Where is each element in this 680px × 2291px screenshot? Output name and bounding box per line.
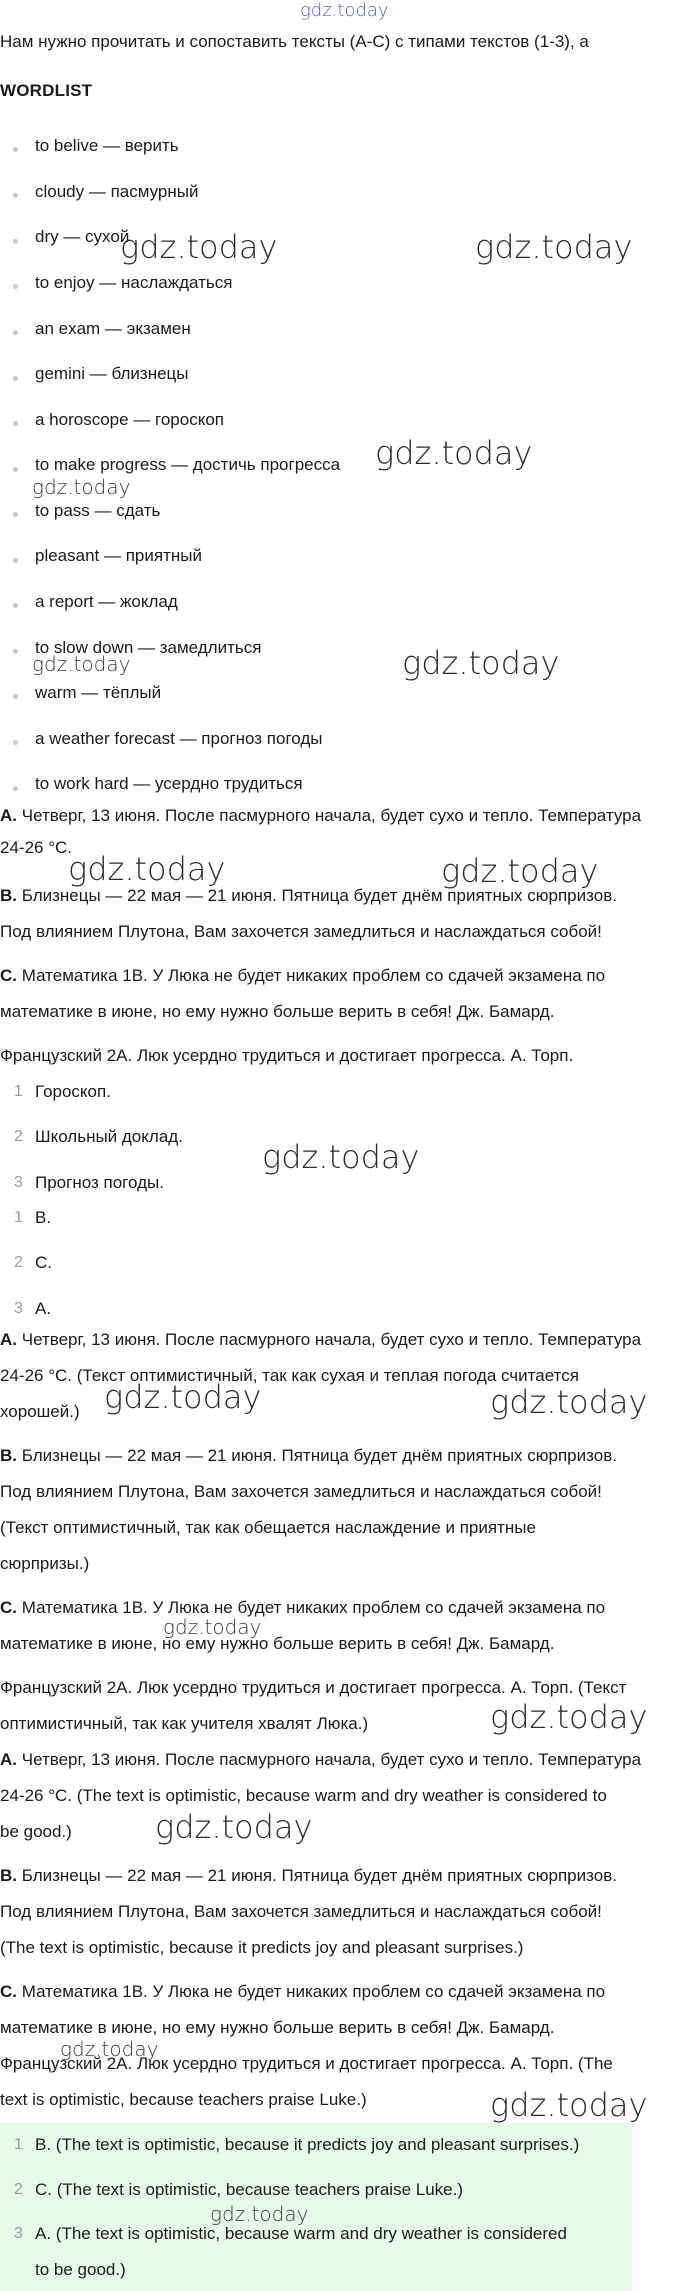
watermark: gdz.today xyxy=(475,228,633,266)
answer-item: B. (The text is optimistic, because it predicts joy and pleasant surprises.) xyxy=(35,2135,580,2154)
text-line: сюрпризы.) xyxy=(0,1554,90,1573)
text-line: оптимистичный, так как учителя хвалят Люка.) xyxy=(0,1714,369,1733)
watermark: gdz.today xyxy=(262,1138,420,1176)
text-c-line: Математика 1B. У Люка не будет никаких проблем со сдачей экзамена по xyxy=(21,966,606,985)
text-line: математике в июне, но ему нужно больше верить в себя! Дж. Бамард. xyxy=(0,1634,555,1653)
list-item: Гороскоп. xyxy=(35,1082,111,1101)
wordlist-item: a weather forecast — прогноз погоды xyxy=(35,729,323,748)
list-item: B. xyxy=(35,1208,52,1227)
text-line: Четверг, 13 июня. После пасмурного начала, будет сухо и тепло. Температура xyxy=(21,1750,642,1769)
text-line: (Текст оптимистичный, так как обещается наслаждение и приятные xyxy=(0,1518,536,1537)
bullet-icon xyxy=(13,421,18,426)
bullet-icon xyxy=(13,694,18,699)
bullet-icon xyxy=(13,193,18,198)
letter-b: B. xyxy=(0,886,17,905)
watermark-top: gdz.today xyxy=(300,0,389,21)
letter-b: B. xyxy=(0,1866,17,1885)
text-line: Математика 1B. У Люка не будет никаких проблем со сдачей экзамена по xyxy=(21,1982,606,2001)
list-number: 1 xyxy=(14,2136,23,2153)
list-number: 1 xyxy=(14,1083,23,1100)
text-line: Близнецы — 22 мая — 21 июня. Пятница будет днём приятных сюрпризов. xyxy=(21,1866,617,1885)
letter-a: A. xyxy=(0,806,17,825)
bullet-icon xyxy=(13,558,18,563)
intro-text: Нам нужно прочитать и сопоставить тексты (А-С) с типами текстов (1-3), а xyxy=(0,32,589,51)
text-line: Под влиянием Плутона, Вам захочется замедлиться и наслаждаться собой! xyxy=(0,1902,602,1921)
list-number: 2 xyxy=(14,2181,23,2198)
text-c-line: математике в июне, но ему нужно больше верить в себя! Дж. Бамард. xyxy=(0,1002,555,1021)
bullet-icon xyxy=(13,239,18,244)
watermark: gdz.today xyxy=(155,1808,313,1846)
text-line: text is optimistic, because teachers praise Luke.) xyxy=(0,2090,367,2109)
list-item: Прогноз погоды. xyxy=(35,1173,164,1192)
text-line: Близнецы — 22 мая — 21 июня. Пятница будет днём приятных сюрпризов. xyxy=(21,1446,617,1465)
bullet-icon xyxy=(13,603,18,608)
bullet-icon xyxy=(13,512,18,517)
watermark: gdz.today xyxy=(68,850,226,888)
text-line: Четверг, 13 июня. После пасмурного начала, будет сухо и тепло. Температура xyxy=(21,1330,642,1349)
watermark: gdz.today xyxy=(32,652,131,676)
wordlist-item: an exam — экзамен xyxy=(35,319,191,338)
bullet-icon xyxy=(13,649,18,654)
letter-a: A. xyxy=(0,1330,17,1349)
wordlist-item: to pass — сдать xyxy=(35,501,161,520)
wordlist-item: to enjoy — наслаждаться xyxy=(35,273,233,292)
answer-item: to be good.) xyxy=(35,2260,126,2279)
watermark: gdz.today xyxy=(60,2037,159,2061)
bullet-icon xyxy=(13,330,18,335)
wordlist-item: gemini — близнецы xyxy=(35,364,189,383)
answer-item: C. (The text is optimistic, because teachers praise Luke.) xyxy=(35,2180,464,2199)
list-number: 3 xyxy=(14,1300,23,1317)
text-b-line: Близнецы — 22 мая — 21 июня. Пятница будет днём приятных сюрпризов. xyxy=(21,886,617,905)
bullet-icon xyxy=(13,376,18,381)
list-item: C. xyxy=(35,1253,52,1272)
bullet-icon xyxy=(13,147,18,152)
wordlist-item: cloudy — пасмурный xyxy=(35,182,199,201)
text-line: (The text is optimistic, because it predicts joy and pleasant surprises.) xyxy=(0,1938,524,1957)
list-item: Школьный доклад. xyxy=(35,1127,183,1146)
letter-c: C. xyxy=(0,1598,17,1617)
watermark: gdz.today xyxy=(441,852,599,890)
text-b-line: Под влиянием Плутона, Вам захочется замедлиться и наслаждаться собой! xyxy=(0,922,602,941)
bullet-icon xyxy=(13,467,18,472)
watermark: gdz.today xyxy=(210,2202,309,2226)
wordlist-item: warm — тёплый xyxy=(35,683,162,702)
watermark: gdz.today xyxy=(490,1383,648,1421)
wordlist-item: a report — жоклад xyxy=(35,592,178,611)
wordlist-heading: WORDLIST xyxy=(0,81,93,100)
text-line: математике в июне, но ему нужно больше верить в себя! Дж. Бамард. xyxy=(0,2018,555,2037)
letter-b: B. xyxy=(0,1446,17,1465)
wordlist-item: to work hard — усердно трудиться xyxy=(35,774,303,793)
bullet-icon xyxy=(13,786,18,791)
wordlist-item: to slow down — замедлиться xyxy=(35,638,262,657)
text-line: Французский 2А. Люк усердно трудиться и достигает прогресса. А. Торп. (Текст xyxy=(0,1678,627,1697)
list-number: 1 xyxy=(14,1209,23,1226)
letter-a: A. xyxy=(0,1750,17,1769)
text-a-line: Четверг, 13 июня. После пасмурного начала, будет сухо и тепло. Температура xyxy=(21,806,642,825)
wordlist-item: pleasant — приятный xyxy=(35,546,202,565)
bullet-icon xyxy=(13,740,18,745)
watermark: gdz.today xyxy=(490,1698,648,1736)
list-number: 2 xyxy=(14,1128,23,1145)
answer-item: A. (The text is optimistic, because warm and dry weather is considered xyxy=(35,2224,567,2243)
bullet-icon xyxy=(13,284,18,289)
wordlist-item: a horoscope — гороскоп xyxy=(35,410,224,429)
list-number: 3 xyxy=(14,2225,23,2242)
list-item: A. xyxy=(35,1299,52,1318)
wordlist-item: to belive — верить xyxy=(35,136,179,155)
letter-c: C. xyxy=(0,966,17,985)
text-line: хорошей.) xyxy=(0,1402,80,1421)
watermark: gdz.today xyxy=(163,1615,262,1639)
watermark: gdz.today xyxy=(120,228,278,266)
wordlist-item: to make progress — достичь прогресса xyxy=(35,455,341,474)
list-number: 2 xyxy=(14,1254,23,1271)
text-a-line: 24-26 °С. xyxy=(0,838,73,857)
watermark: gdz.today xyxy=(490,2086,648,2124)
watermark: gdz.today xyxy=(104,1378,262,1416)
french-report: Французский 2А. Люк усердно трудиться и достигает прогресса. А. Торп. xyxy=(0,1046,574,1065)
text-line: be good.) xyxy=(0,1822,72,1841)
list-number: 3 xyxy=(14,1174,23,1191)
watermark: gdz.today xyxy=(402,644,560,682)
text-line: 24-26 °С. (Текст оптимистичный, так как сухая и теплая погода считается xyxy=(0,1366,579,1385)
text-line: 24-26 °С. (The text is optimistic, because warm and dry weather is considered to xyxy=(0,1786,607,1805)
watermark: gdz.today xyxy=(375,434,533,472)
letter-c: C. xyxy=(0,1982,17,2001)
text-line: Математика 1B. У Люка не будет никаких проблем со сдачей экзамена по xyxy=(21,1598,606,1617)
text-line: Под влиянием Плутона, Вам захочется замедлиться и наслаждаться собой! xyxy=(0,1482,602,1501)
watermark: gdz.today xyxy=(32,475,131,499)
text-line: Французский 2А. Люк усердно трудиться и достигает прогресса. А. Торп. (The xyxy=(0,2054,613,2073)
wordlist-item: dry — сухой xyxy=(35,227,130,246)
